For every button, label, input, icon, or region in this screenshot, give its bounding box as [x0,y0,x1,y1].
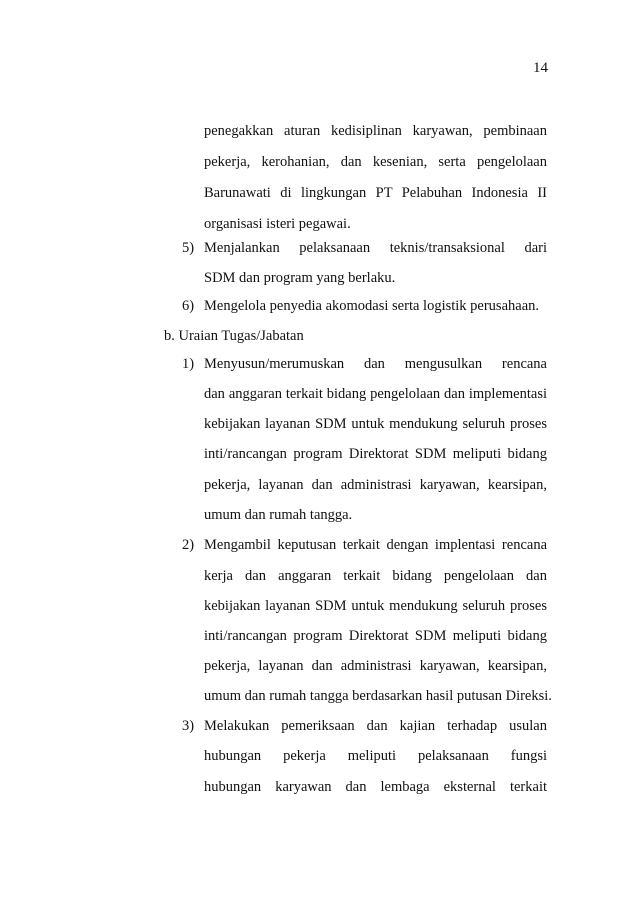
section-heading: b. Uraian Tugas/Jabatan [164,328,304,344]
list-item-line: hubungan pekerja meliputi pelaksanaan fungsi [204,748,547,764]
list-item-line: inti/rancangan program Direktorat SDM meliputi bidang [204,446,547,462]
paragraph-line: pekerja, kerohanian, dan kesenian, serta pengelolaan [204,154,547,170]
list-item-line: pekerja, layanan dan administrasi karyawan, kearsipan, [204,658,547,674]
list-number: 2) [182,537,195,553]
list-number: 5) [182,240,195,256]
list-item-line: SDM dan program yang berlaku. [204,270,396,286]
list-item-line: kebijakan layanan SDM untuk mendukung seluruh proses [204,416,547,432]
list-item-line: umum dan rumah tangga berdasarkan hasil putusan Direksi. [204,688,552,704]
paragraph-line: penegakkan aturan kedisiplinan karyawan, pembinaan [204,123,547,139]
list-item-line: kerja dan anggaran terkait bidang pengelolaan dan [204,568,547,584]
list-item-line: umum dan rumah tangga. [204,507,353,523]
paragraph-line: Barunawati di lingkungan PT Pelabuhan Indonesia II [204,185,547,201]
paragraph-line: organisasi isteri pegawai. [204,216,351,232]
list-number: 6) [182,298,195,314]
list-item-line: dan anggaran terkait bidang pengelolaan dan implementasi [204,386,547,402]
list-item-line: pekerja, layanan dan administrasi karyawan, kearsipan, [204,477,547,493]
list-item-line: kebijakan layanan SDM untuk mendukung seluruh proses [204,598,547,614]
list-number: 3) [182,718,195,734]
list-item-line: hubungan karyawan dan lembaga eksternal terkait [204,779,547,795]
page-number: 14 [533,60,548,76]
list-item-line: Mengambil keputusan terkait dengan implentasi rencana [204,537,547,553]
list-item-line: Menyusun/merumuskan dan mengusulkan rencana [204,356,547,372]
list-item-line: Mengelola penyedia akomodasi serta logistik perusahaan. [204,298,540,314]
list-item-line: inti/rancangan program Direktorat SDM meliputi bidang [204,628,547,644]
list-number: 1) [182,356,195,372]
list-item-line: Melakukan pemeriksaan dan kajian terhadap usulan [204,718,547,734]
list-item-line: Menjalankan pelaksanaan teknis/transaksional dari [204,240,547,256]
